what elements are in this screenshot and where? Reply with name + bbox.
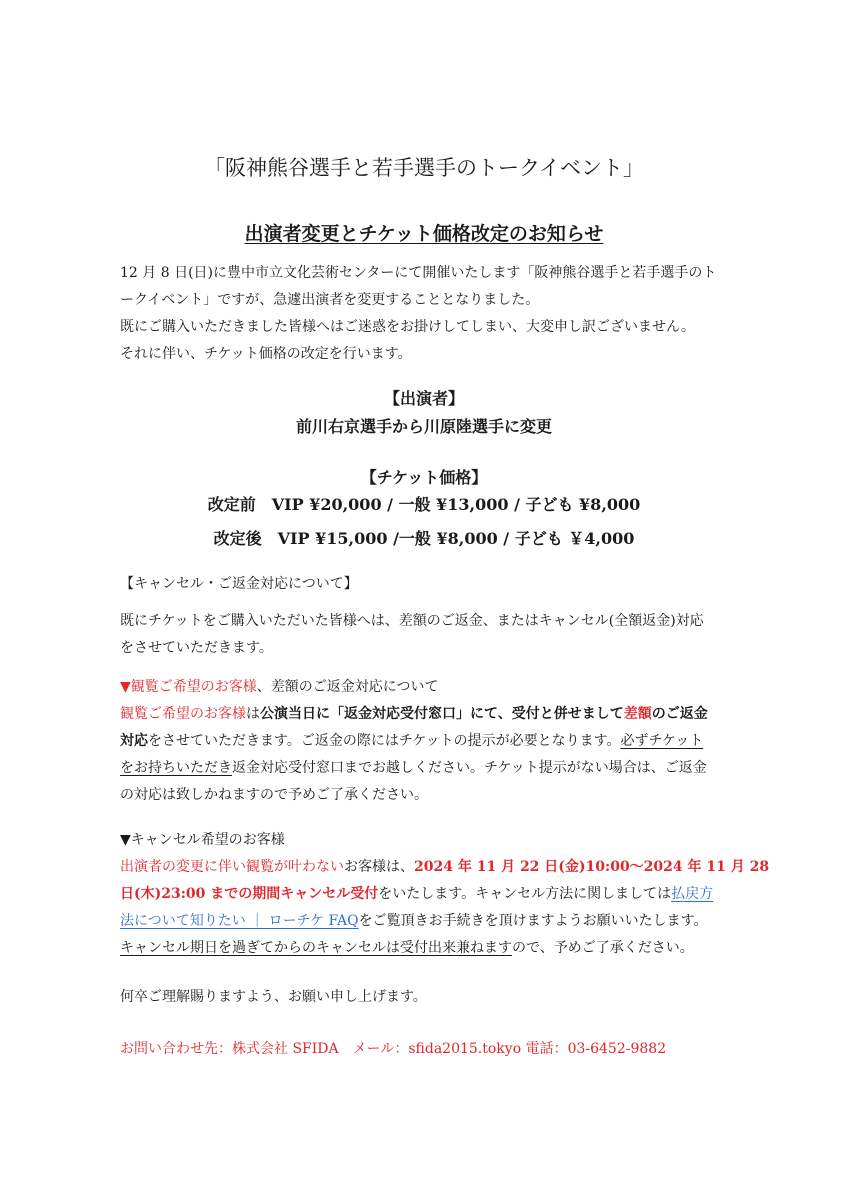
bold-text: のご返金 (651, 706, 708, 722)
faq-link[interactable]: 払戻方 (671, 886, 714, 902)
closing-text: 何卒ご理解賜りますよう、お願い申し上げます。 (120, 989, 427, 1005)
cancel-line (120, 935, 769, 962)
underlined-text: キャンセル期日を過ぎてからのキャンセルは受付出来兼ねます (120, 940, 512, 956)
cancel-refund-heading: 【キャンセル・ご返金対応について】 (120, 576, 358, 592)
paragraph-line: をさせていただきます。 (120, 640, 273, 656)
highlight-text: 出演者の変更に伴い観覧が叶わない (120, 859, 344, 875)
underlined-text: をお持ちいただき (120, 760, 232, 776)
cancel-line (120, 854, 769, 881)
contact-info: お問い合わせ先：株式会社 SFIDA メール：sfida2015.tokyo 電話：03-6452-9882 (120, 1041, 667, 1057)
body-text: は (246, 706, 260, 722)
paragraph-line: 既にチケットをご購入いただいた皆様へは、差額のご返金、またはキャンセル(全額返金)対応 (120, 613, 704, 629)
cancel-heading: ▼キャンセル希望のお客様 (120, 832, 285, 848)
intro-line: 12 月 8 日(日)に豊中市立文化芸術センターにて開催いたします「阪神熊谷選手と若手選手のト (120, 265, 717, 281)
body-text: をいたします。キャンセル方法に関しましては (378, 886, 672, 902)
cancel-period-text: 日(木)23:00 までの期間キャンセル受付 (120, 886, 379, 902)
cancel-refund-paragraph (120, 608, 704, 662)
refund-section (120, 674, 708, 809)
body-text: をご覧頂きお手続きを頂けますようお願いいたします。 (358, 913, 708, 929)
cancel-section (120, 827, 769, 962)
cancel-line (120, 881, 769, 908)
intro-line: ークイベント」ですが、急遽出演者を変更することとなりました。 (120, 292, 540, 308)
intro-line: 既にご購入いただきました皆様へはご迷惑をお掛けしてしまい、大変申し訳ございません。 (120, 319, 695, 335)
bold-text: 対応 (120, 733, 148, 749)
intro-paragraph (120, 260, 716, 368)
cancel-line (120, 908, 769, 935)
ticket-price-after: 改定後 VIP ¥15,000 /一般 ¥8,000 / 子ども ￥4,000 (213, 529, 635, 548)
refund-heading (120, 674, 708, 701)
notice-subtitle-text: 出演者変更とチケット価格改定のお知らせ (244, 223, 604, 245)
refund-heading-rest: 、差額のご返金対応について (256, 679, 439, 695)
highlight-text: 差額 (623, 706, 652, 722)
cancel-period-text: 2024 年 11 月 22 日(金)10:00～2024 年 11 月 28 (414, 859, 770, 875)
bold-text: 公演当日に「返金対応受付窓口」にて、受付と併せまして (260, 706, 624, 722)
highlight-text: 観覧ご希望のお客様 (120, 706, 246, 722)
performer-heading: 【出演者】 (383, 389, 464, 408)
refund-line (120, 701, 708, 728)
body-text: をさせていただきます。ご返金の際にはチケットの提示が必要となります。 (148, 733, 621, 749)
body-text: ので、予めご了承ください。 (512, 940, 694, 956)
refund-line (120, 728, 708, 755)
body-text: お客様は、 (344, 859, 414, 875)
event-title: 「阪神熊谷選手と若手選手のトークイベント」 (204, 156, 644, 180)
performer-change: 前川右京選手から川原陸選手に変更 (295, 417, 552, 436)
refund-line (120, 755, 708, 782)
ticket-heading: 【チケット価格】 (360, 468, 488, 487)
notice-subtitle (0, 219, 848, 246)
intro-line: それに伴い、チケット価格の改定を行います。 (120, 346, 412, 362)
body-text: 返金対応受付窓口までお越しください。チケット提示がない場合は、ご返金 (232, 760, 707, 776)
refund-line: の対応は致しかねますので予めご了承ください。 (120, 787, 428, 803)
underlined-text: 必ずチケット (620, 733, 704, 749)
ticket-price-before: 改定前 VIP ¥20,000 / 一般 ¥13,000 / 子ども ¥8,000 (207, 495, 641, 514)
faq-link[interactable]: 法について知りたい ｜ ローチケ FAQ (120, 913, 359, 929)
refund-heading-highlight: ▼観覧ご希望のお客様 (120, 679, 257, 695)
